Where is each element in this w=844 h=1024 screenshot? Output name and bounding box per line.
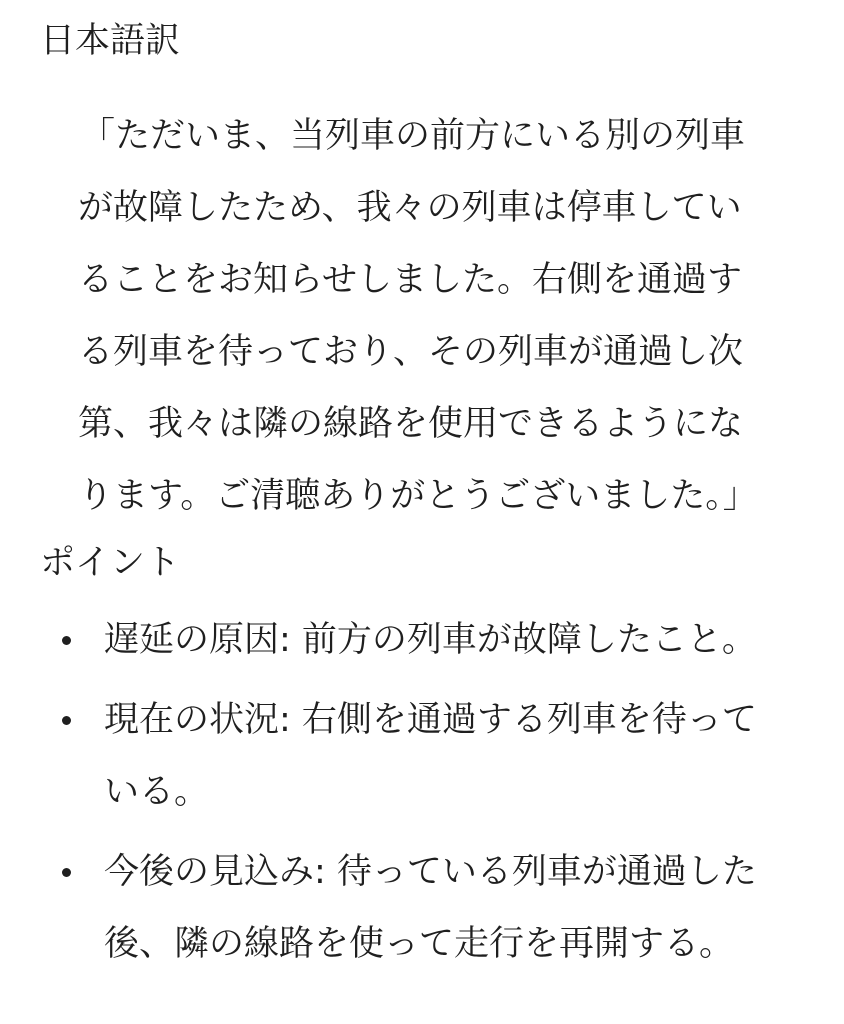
bullet-icon bbox=[62, 868, 71, 877]
translation-heading: 日本語訳 bbox=[40, 21, 181, 61]
point-text: いる。 bbox=[104, 772, 210, 812]
list-item bbox=[0, 836, 844, 980]
bullet-icon bbox=[62, 636, 71, 645]
translation-line: ることをお知らせしました。右側を通過す bbox=[78, 260, 742, 300]
points-list bbox=[0, 604, 844, 988]
translation-line: 「ただいま、当列車の前方にいる別の列車 bbox=[80, 116, 746, 156]
list-item bbox=[0, 604, 844, 676]
point-text: 今後の見込み: 待っている列車が通過した bbox=[104, 852, 757, 892]
translation-line: る列車を待っており、その列車が通過し次 bbox=[78, 332, 744, 372]
point-text: 現在の状況: 右側を通過する列車を待って bbox=[104, 700, 757, 740]
point-text: 後、隣の線路を使って走行を再開する。 bbox=[104, 924, 735, 964]
list-item bbox=[0, 684, 844, 828]
translation-quote bbox=[78, 100, 798, 532]
translation-line: ります。ご清聴ありがとうございました。」 bbox=[78, 476, 758, 516]
translation-line: 第、我々は隣の線路を使用できるようにな bbox=[78, 404, 744, 444]
bullet-icon bbox=[62, 716, 71, 725]
translation-line: が故障したため、我々の列車は停車してい bbox=[78, 188, 742, 228]
points-heading: ポイント bbox=[40, 543, 181, 583]
point-text: 遅延の原因: 前方の列車が故障したこと。 bbox=[104, 620, 757, 660]
